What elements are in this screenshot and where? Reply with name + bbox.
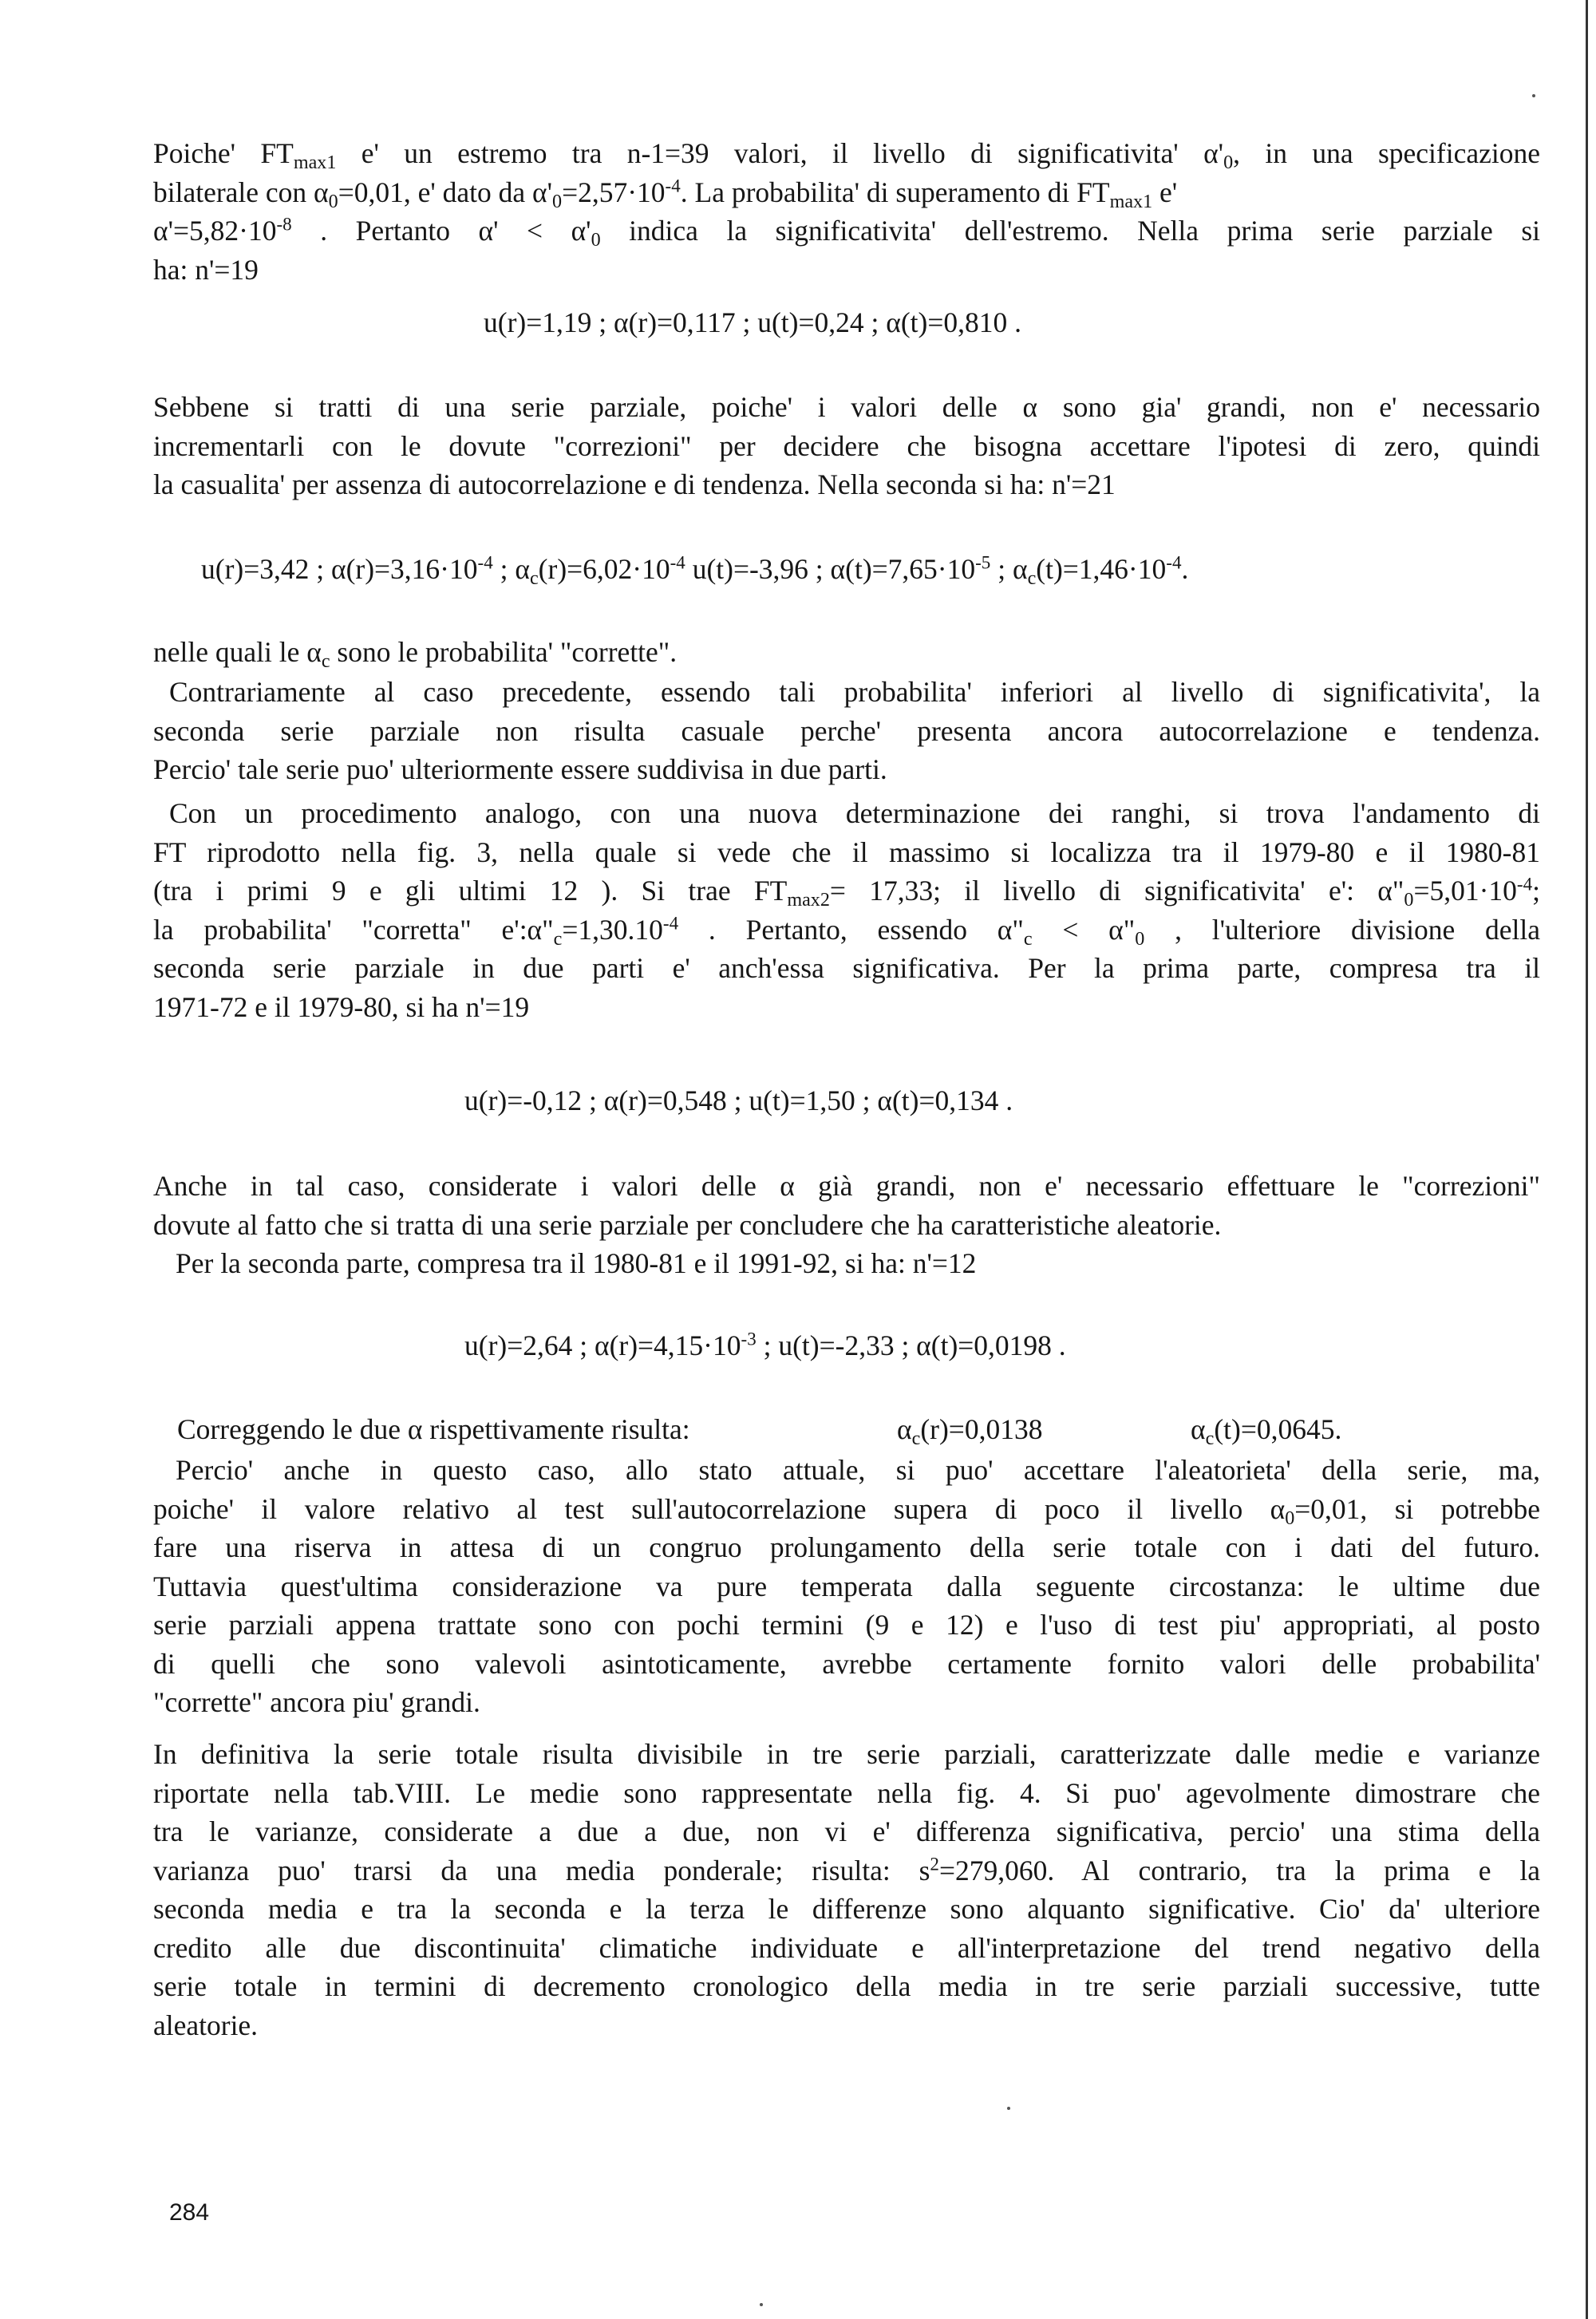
corrected-alpha-t bbox=[1191, 1412, 1342, 1449]
text-run: e' un estremo tra n-1=39 valori, il livello di significativita' α' bbox=[336, 137, 1224, 169]
superscript: -4 bbox=[1166, 551, 1182, 573]
text-run: = 17,33; il livello di significativita' e': α" bbox=[829, 875, 1404, 907]
superscript: -8 bbox=[276, 213, 292, 235]
text-line bbox=[153, 173, 1540, 212]
text-run: α bbox=[1191, 1413, 1206, 1445]
text-run: α bbox=[897, 1413, 912, 1445]
equation-first-series: u(r)=1,19 ; α(r)=0,117 ; u(t)=0,24 ; α(t)=0,810 . bbox=[484, 306, 1021, 338]
corrected-alpha-r bbox=[897, 1412, 1043, 1449]
text-line: In definitiva la serie totale risulta divisibile in tre serie parziali, caratterizzate dalle medie e varianze bbox=[153, 1738, 1540, 1770]
text-run: ; bbox=[1532, 875, 1540, 907]
text-line: credito alle due discontinuita' climatiche individuate e all'interpretazione del trend negativo della bbox=[153, 1931, 1540, 1964]
subscript: max1 bbox=[1109, 190, 1153, 212]
text-run: =2,57·10 bbox=[562, 176, 666, 208]
text-line: dovute al fatto che si tratta di una serie parziale per concludere che ha caratteristiche aleatorie. bbox=[153, 1208, 1222, 1241]
text-line: fare una riserva in attesa di un congruo prolungamento della serie totale con i dati del futuro. bbox=[153, 1531, 1540, 1563]
text-run: =0,01, si potrebbe bbox=[1294, 1492, 1540, 1525]
equation-corrections bbox=[177, 1412, 1390, 1449]
text-line: FT riprodotto nella fig. 3, nella quale si vede che il massimo si localizza tra il 1979-80 e il 1980-81 bbox=[153, 836, 1540, 868]
text-run: , in una specificazione bbox=[1233, 137, 1540, 169]
subscript: c bbox=[529, 567, 539, 589]
text-run: . Pertanto α' < α' bbox=[291, 215, 591, 247]
subscript: 0 bbox=[328, 190, 338, 212]
text-run: (r)=6,02·10 bbox=[538, 553, 670, 585]
text-line: ha: n'=19 bbox=[153, 253, 259, 286]
text-run: la probabilita' "corretta" e':α" bbox=[153, 913, 554, 946]
text-run: . bbox=[1181, 553, 1189, 585]
text-run: . Pertanto, essendo α" bbox=[678, 913, 1024, 946]
equation-second-series bbox=[201, 551, 1189, 589]
text-run: α'=5,82·10 bbox=[153, 215, 277, 247]
subscript: c bbox=[321, 650, 330, 672]
subscript: max1 bbox=[293, 151, 337, 173]
equation-first-part: u(r)=-0,12 ; α(r)=0,548 ; u(t)=1,50 ; α(t)=0,134 . bbox=[464, 1084, 1013, 1116]
text-run: (r)=0,0138 bbox=[920, 1413, 1043, 1445]
text-line bbox=[153, 134, 1540, 173]
subscript: c bbox=[553, 927, 563, 950]
text-line: Percio' anche in questo caso, allo stato attuale, si puo' accettare l'aleatorieta' della serie, ma, bbox=[176, 1454, 1540, 1486]
subscript: c bbox=[1027, 567, 1037, 589]
text-run: . La probabilita' di superamento di FT bbox=[680, 176, 1110, 208]
text-run: ; α bbox=[492, 553, 530, 585]
paragraph-second-series-result bbox=[153, 673, 1540, 789]
text-line: seconda serie parziale non risulta casuale perche' presenta ancora autocorrelazione e tendenza. bbox=[153, 714, 1540, 747]
text-run: (tra i primi 9 e gli ultimi 12 ). Si trae FT bbox=[153, 875, 788, 907]
paragraph-conclusion bbox=[153, 1735, 1540, 2044]
subscript: 0 bbox=[552, 190, 563, 212]
page-number: 284 bbox=[169, 2199, 210, 2226]
text-run: =279,060. Al contrario, tra la prima e la bbox=[938, 1854, 1541, 1886]
text-run: (t)=1,46·10 bbox=[1036, 553, 1167, 585]
text-run: , l'ulteriore divisione della bbox=[1144, 913, 1541, 946]
text-line: di quelli che sono valevoli asintoticamente, avrebbe certamente fornito valori delle probabilita' bbox=[153, 1647, 1540, 1680]
scan-speck bbox=[1532, 94, 1535, 97]
superscript: -4 bbox=[662, 911, 679, 933]
text-line: Per la seconda parte, compresa tra il 1980-81 e il 1991-92, si ha: n'=12 bbox=[176, 1247, 977, 1279]
superscript: -4 bbox=[477, 551, 493, 573]
text-run: Correggendo le due α rispettivamente risulta: bbox=[177, 1413, 690, 1445]
scan-speck bbox=[1007, 2107, 1010, 2110]
text-line: riportate nella tab.VIII. Le medie sono rappresentate nella fig. 4. Si puo' agevolmente dimostrare che bbox=[153, 1776, 1540, 1809]
text-run: poiche' il valore relativo al test sull'autocorrelazione supera di poco il livello α bbox=[153, 1492, 1286, 1525]
text-line: aleatorie. bbox=[153, 2009, 259, 2041]
subscript: c bbox=[1023, 927, 1033, 950]
text-line: Sebbene si tratti di una serie parziale, poiche' i valori delle α sono gia' grandi, non e' necessario bbox=[153, 391, 1540, 423]
text-run: ; α bbox=[990, 553, 1028, 585]
text-line bbox=[153, 1851, 1540, 1890]
text-line bbox=[153, 911, 1540, 950]
text-line bbox=[153, 211, 1540, 251]
text-run: bilaterale con α bbox=[153, 176, 329, 208]
subscript: 0 bbox=[1135, 927, 1145, 950]
text-line: seconda serie parziale in due parti e' anch'essa significativa. Per la prima parte, compresa tra il bbox=[153, 952, 1540, 984]
text-line: la casualita' per assenza di autocorrelazione e di tendenza. Nella seconda si ha: n'=21 bbox=[153, 468, 1116, 500]
text-line: incrementarli con le dovute "correzioni" per decidere che bisogna accettare l'ipotesi di zero, quindi bbox=[153, 429, 1540, 462]
text-run: u(r)=2,64 ; α(r)=4,15·10 bbox=[464, 1329, 741, 1361]
text-run: ; u(t)=-2,33 ; α(t)=0,0198 . bbox=[756, 1329, 1066, 1361]
text-line: serie totale in termini di decremento cronologico della media in tre serie parziali successive, tutte bbox=[153, 1970, 1540, 2002]
subscript: 0 bbox=[591, 228, 601, 251]
superscript: -3 bbox=[741, 1328, 757, 1349]
text-run: nelle quali le α bbox=[153, 636, 322, 668]
text-run: sono le probabilita' "corrette". bbox=[330, 636, 678, 668]
text-run: u(t)=-3,96 ; α(t)=7,65·10 bbox=[685, 553, 976, 585]
scan-edge-line bbox=[1586, 0, 1588, 2319]
text-run: (t)=0,0645. bbox=[1214, 1413, 1342, 1445]
text-line: "corrette" ancora piu' grandi. bbox=[153, 1686, 480, 1718]
superscript: -4 bbox=[1516, 873, 1533, 895]
text-line: tra le varianze, considerate a due a due, non vi e' differenza significativa, percio' una stima della bbox=[153, 1815, 1540, 1847]
text-line: seconda media e tra la seconda e la terza le differenze sono alquanto significative. Cio' da' ulteriore bbox=[153, 1893, 1540, 1925]
text-line: Con un procedimento analogo, con una nuova determinazione dei ranghi, si trova l'andamento di bbox=[169, 797, 1540, 829]
text-line: Tuttavia quest'ultima considerazione va pure temperata dalla seguente circostanza: le ultime due bbox=[153, 1570, 1540, 1602]
text-run: < α" bbox=[1032, 913, 1136, 946]
superscript: -4 bbox=[670, 551, 685, 573]
subscript: c bbox=[1205, 1427, 1215, 1449]
superscript: -4 bbox=[665, 174, 681, 196]
text-run: indica la significativita' dell'estremo. Nella prima serie parziale si bbox=[600, 215, 1541, 247]
text-run: e' bbox=[1152, 176, 1178, 208]
text-line bbox=[153, 871, 1540, 911]
paragraph-first-series bbox=[153, 388, 1540, 504]
text-run: =0,01, e' dato da α' bbox=[338, 176, 553, 208]
superscript: 2 bbox=[930, 1852, 939, 1874]
text-run: varianza puo' trarsi da una media ponderale; risulta: s bbox=[153, 1854, 930, 1886]
text-line: 1971-72 e il 1979-80, si ha n'=19 bbox=[153, 990, 530, 1023]
text-line bbox=[153, 1490, 1540, 1529]
paragraph-randomness bbox=[153, 1451, 1540, 1722]
text-run: =1,30.10 bbox=[562, 913, 663, 946]
paragraph-first-part-result bbox=[153, 1167, 1540, 1283]
text-line: Contrariamente al caso precedente, essendo tali probabilita' inferiori al livello di significativita', la bbox=[169, 676, 1540, 708]
subscript: 0 bbox=[1223, 151, 1234, 173]
text-line bbox=[153, 633, 1540, 672]
text-line: Percio' tale serie puo' ulteriormente essere suddivisa in due parti. bbox=[153, 753, 887, 785]
paragraph-corrected-probabilities bbox=[153, 633, 1540, 672]
paragraph-significance-test bbox=[153, 134, 1540, 289]
text-run: Poiche' FT bbox=[153, 137, 294, 169]
text-run: u(r)=3,42 ; α(r)=3,16·10 bbox=[201, 553, 478, 585]
subscript: 0 bbox=[1404, 888, 1414, 911]
subscript: 0 bbox=[1285, 1507, 1295, 1529]
superscript: -5 bbox=[975, 551, 991, 573]
equation-second-part bbox=[464, 1329, 1066, 1362]
paragraph-subdivision bbox=[153, 794, 1540, 1026]
text-run: =5,01·10 bbox=[1413, 875, 1517, 907]
text-line: serie parziali appena trattate sono con pochi termini (9 e 12) e l'uso di test piu' appropriati, al posto bbox=[153, 1609, 1540, 1641]
subscript: max2 bbox=[787, 888, 830, 911]
scan-speck bbox=[760, 2303, 763, 2306]
text-line: Anche in tal caso, considerate i valori delle α già grandi, non e' necessario effettuare le "correzioni" bbox=[153, 1170, 1540, 1202]
subscript: c bbox=[911, 1427, 921, 1449]
